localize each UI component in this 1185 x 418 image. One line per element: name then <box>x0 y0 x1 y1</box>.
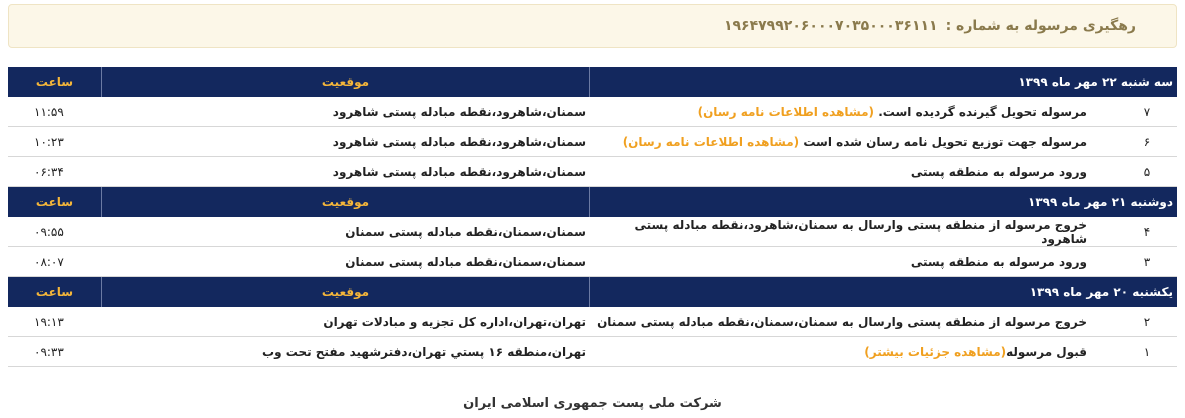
day-date: یکشنبه ۲۰ مهر ماه ۱۳۹۹ <box>1029 285 1173 299</box>
event-description: خروج مرسوله از منطقه پستی وارسال به سمنان،شاهرود،نقطه مبادله پستی شاهرود <box>634 217 1087 246</box>
view-postman-info-link[interactable]: (مشاهده اطلاعات نامه رسان) <box>697 104 875 119</box>
event-time: ۱۱:۵۹ <box>34 104 64 119</box>
event-location: سمنان،شاهرود،نقطه مبادله پستی شاهرود <box>332 104 586 119</box>
table-row <box>8 127 1177 157</box>
tracking-table <box>8 67 1177 367</box>
event-time: ۱۰:۲۳ <box>34 134 64 149</box>
day-date: دوشنبه ۲۱ مهر ماه ۱۳۹۹ <box>1028 195 1173 209</box>
event-time: ۰۹:۳۳ <box>34 344 64 359</box>
event-index: ۴ <box>1143 224 1151 239</box>
table-row <box>8 157 1177 187</box>
footer-company-name: شرکت ملی پست جمهوری اسلامی ایران <box>463 396 722 411</box>
location-column-header: موقعیت <box>102 67 590 97</box>
event-description: قبول مرسوله(مشاهده جزئیات بیشتر) <box>864 344 1087 359</box>
event-time: ۰۸:۰۷ <box>34 254 64 269</box>
time-column-header: ساعت <box>8 67 102 97</box>
event-index: ۲ <box>1143 314 1151 329</box>
event-location: سمنان،شاهرود،نقطه مبادله پستی شاهرود <box>332 164 586 179</box>
event-location: تهران،منطقه ۱۶ پستي تهران،دفترشهيد مفتح تحت وب <box>262 344 586 359</box>
event-description: مرسوله تحویل گیرنده گردیده است. (مشاهده اطلاعات نامه رسان) <box>697 104 1087 119</box>
event-time: ۰۹:۵۵ <box>34 224 64 239</box>
tracking-label: رهگیری مرسوله به شماره : <box>945 18 1136 34</box>
table-row <box>8 337 1177 367</box>
table-row <box>8 217 1177 247</box>
day-header <box>8 67 1177 97</box>
event-description: ورود مرسوله به منطقه پستی <box>910 254 1087 269</box>
location-column-header: موقعیت <box>102 277 590 307</box>
tracking-header <box>8 4 1177 48</box>
event-location: تهران،تهران،اداره کل تجزیه و مبادلات تهران <box>323 314 586 329</box>
table-row <box>8 307 1177 337</box>
event-index: ۱ <box>1143 344 1151 359</box>
view-more-details-link[interactable]: (مشاهده جزئیات بیشتر) <box>864 344 1007 359</box>
table-row <box>8 247 1177 277</box>
view-postman-info-link[interactable]: (مشاهده اطلاعات نامه رسان) <box>622 134 800 149</box>
event-index: ۵ <box>1143 164 1151 179</box>
time-column-header: ساعت <box>8 187 102 217</box>
event-time: ۰۶:۳۴ <box>34 164 64 179</box>
event-location: سمنان،شاهرود،نقطه مبادله پستی شاهرود <box>332 134 586 149</box>
event-index: ۷ <box>1143 104 1151 119</box>
day-date: سه شنبه ۲۲ مهر ماه ۱۳۹۹ <box>1018 75 1173 89</box>
event-location: سمنان،سمنان،نقطه مبادله پستی سمنان <box>345 224 586 239</box>
event-index: ۳ <box>1143 254 1151 269</box>
event-index: ۶ <box>1143 134 1151 149</box>
time-column-header: ساعت <box>8 277 102 307</box>
event-time: ۱۹:۱۳ <box>34 314 64 329</box>
event-location: سمنان،سمنان،نقطه مبادله پستی سمنان <box>345 254 586 269</box>
day-header <box>8 187 1177 217</box>
event-description: مرسوله جهت توزیع تحویل نامه رسان شده است (مشاهده اطلاعات نامه رسان) <box>622 134 1087 149</box>
location-column-header: موقعیت <box>102 187 590 217</box>
tracking-number: ۱۹۶۴۷۹۹۲۰۶۰۰۰۷۰۳۵۰۰۰۳۶۱۱۱ <box>723 18 938 34</box>
day-header <box>8 277 1177 307</box>
event-description: خروج مرسوله از منطقه پستی وارسال به سمنان،سمنان،نقطه مبادله پستی سمنان <box>597 314 1087 329</box>
event-description: ورود مرسوله به منطقه پستی <box>910 164 1087 179</box>
table-row <box>8 97 1177 127</box>
